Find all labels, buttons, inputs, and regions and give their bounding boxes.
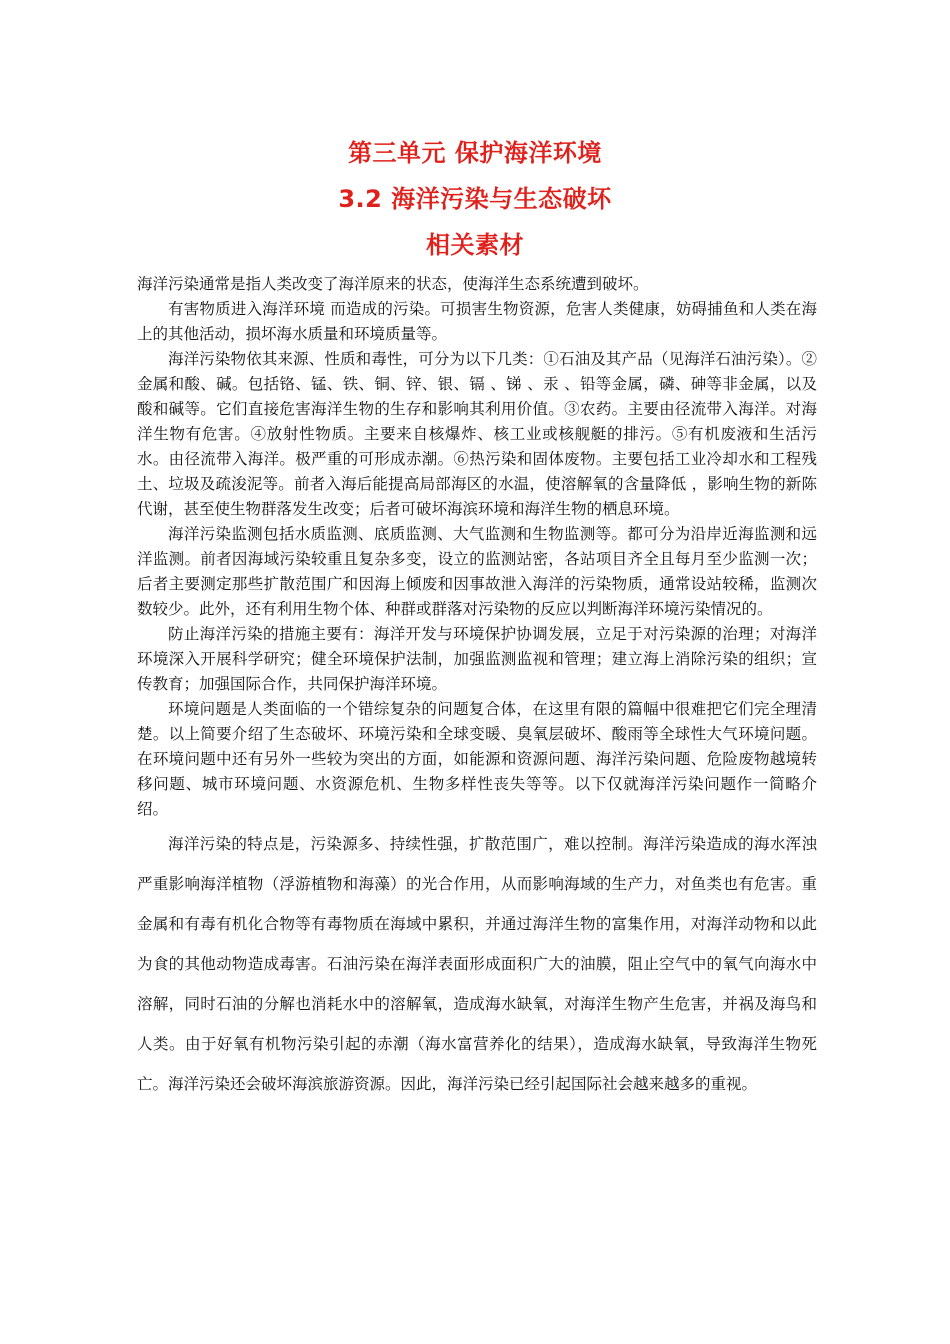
section-title: 3.2 海洋污染与生态破坏	[338, 185, 612, 213]
paragraph-prevention: 防止海洋污染的措施主要有：海洋开发与环境保护协调发展，立足于对污染源的治理；对海洋环境深入开展科学研究；健全环境保护法制，加强监测监视和管理；建立海上消除污染的组织；宣传教育；加强国际合作，共同保护海洋环境。	[137, 625, 817, 693]
title-block	[0, 130, 950, 268]
paragraph-harmful-substances: 有害物质进入海洋环境 而造成的污染。可损害生物资源，危害人类健康，妨碍捕鱼和人类在海上的其他活动，损坏海水质量和环境质量等。	[137, 300, 817, 343]
unit-title: 第三单元 保护海洋环境	[348, 139, 602, 167]
paragraph-characteristics: 海洋污染的特点是，污染源多、持续性强，扩散范围广，难以控制。海洋污染造成的海水浑浊严重影响海洋植物（浮游植物和海藻）的光合作用，从而影响海域的生产力，对鱼类也有危害。重金属和有毒有机化合物等有毒物质在海域中累积，并通过海洋生物的富集作用，对海洋动物和以此为食的其他动物造成毒害。石油污染在海洋表面形成面积广大的油膜，阻止空气中的氧气向海水中溶解，同时石油的分解也消耗水中的溶解氧，造成海水缺氧，对海洋生物产生危害，并祸及海鸟和人类。由于好氧有机物污染引起的赤潮（海水富营养化的结果），造成海水缺氧，导致海洋生物死亡。海洋污染还会破坏海滨旅游资源。因此，海洋污染已经引起国际社会越来越多的重视。	[137, 835, 817, 1093]
article-body	[137, 272, 817, 1104]
paragraph-environment-issues: 环境问题是人类面临的一个错综复杂的问题复合体，在这里有限的篇幅中很难把它们完全理清楚。以上简要介绍了生态破坏、环境污染和全球变暖、臭氧层破坏、酸雨等全球性大气环境问题。在环境问题中还有另外一些较为突出的方面，如能源和资源问题、海洋污染问题、危险废物越境转移问题、城市环境问题、水资源危机、生物多样性丧失等等。以下仅就海洋污染问题作一简略介绍。	[137, 700, 817, 818]
paragraph-pollutant-types: 海洋污染物依其来源、性质和毒性，可分为以下几类：①石油及其产品（见海洋石油污染）。②金属和酸、碱。包括铬、锰、铁、铜、锌、银、镉 、锑 、汞 、铅等金属，磷、砷等非金属，以及酸和碱等。它们直接危害海洋生物的生存和影响其利用价值。③农药。主要由径流带入海洋。对海洋生物有危害。④放射性物质。主要来自核爆炸、核工业或核舰艇的排污。⑤有机废液和生活污水。由径流带入海洋。极严重的可形成赤潮。⑥热污染和固体废物。主要包括工业冷却水和工程残土、垃圾及疏浚泥等。前者入海后能提高局部海区的水温，使溶解氧的含量降低 ，影响生物的新陈代谢，甚至使生物群落发生改变；后者可破坏海滨环境和海洋生物的栖息环境。	[137, 350, 817, 518]
material-title: 相关素材	[426, 231, 524, 259]
paragraph-definition: 海洋污染通常是指人类改变了海洋原来的状态，使海洋生态系统遭到破坏。	[137, 275, 649, 293]
paragraph-monitoring: 海洋污染监测包括水质监测、底质监测、大气监测和生物监测等。都可分为沿岸近海监测和远洋监测。前者因海域污染较重且复杂多变，设立的监测站密，各站项目齐全且每月至少监测一次；后者主要测定那些扩散范围广和因海上倾废和因事故泄入海洋的污染物质，通常设站较稀，监测次数较少。此外，还有利用生物个体、种群或群落对污染物的反应以判断海洋环境污染情况的。	[137, 525, 817, 618]
